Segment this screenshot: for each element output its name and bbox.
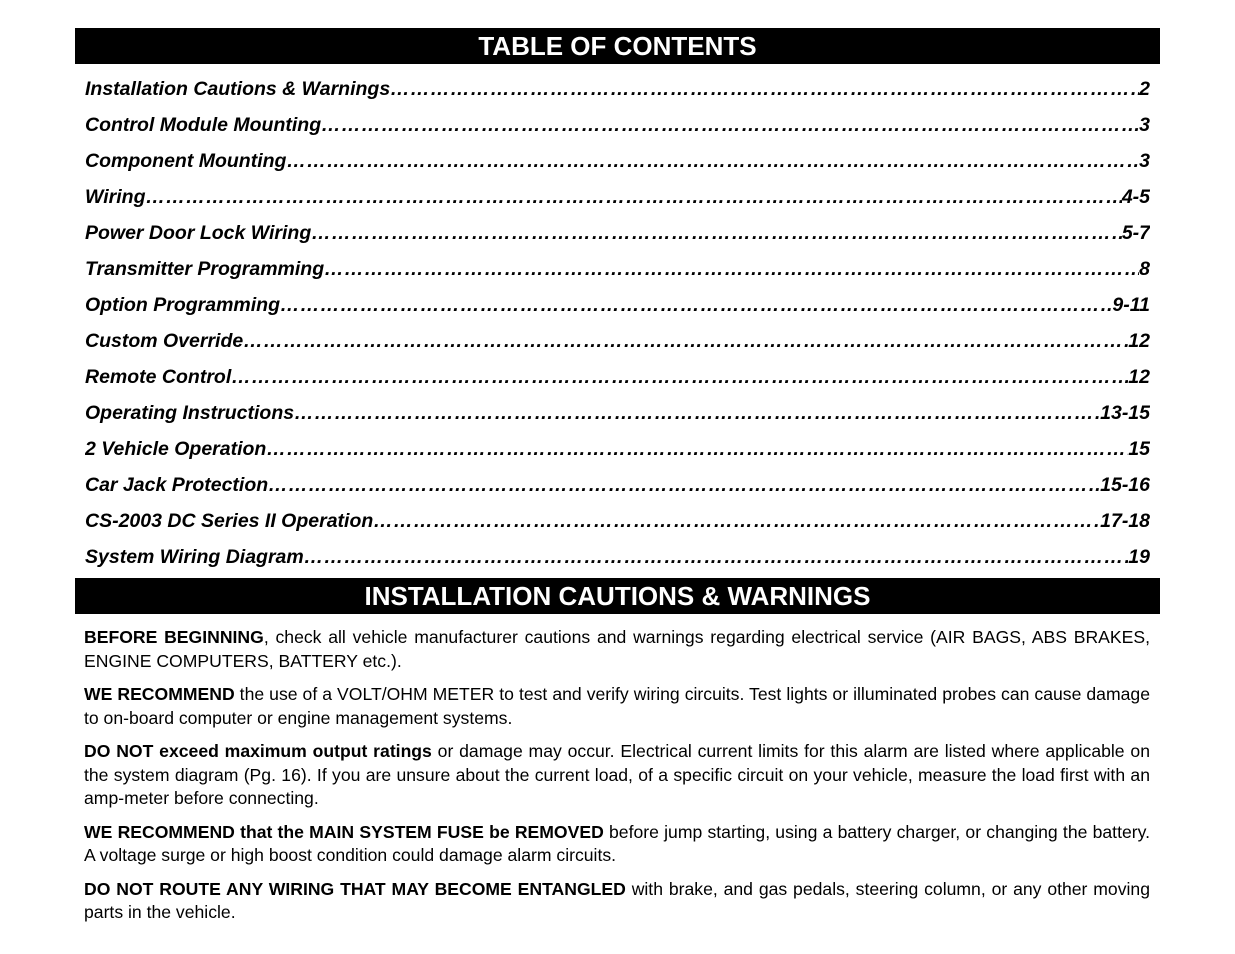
caution-text: with brake, and gas pedals, steering column, or any other moving parts in the vehicle. xyxy=(84,878,1150,922)
toc-entry[interactable] xyxy=(85,290,1150,326)
toc-entry-page: 3 xyxy=(1139,150,1150,172)
toc-leader xyxy=(286,146,1139,176)
toc-entry[interactable] xyxy=(85,398,1150,434)
toc-entry-page: 15-16 xyxy=(1100,474,1150,496)
caution-paragraph xyxy=(84,683,1150,730)
toc-entry-label: System Wiring Diagram xyxy=(85,546,304,568)
caution-lead: WE RECOMMEND xyxy=(84,684,235,704)
toc-entry[interactable] xyxy=(85,74,1150,110)
caution-lead: DO NOT exceed maximum output ratings xyxy=(84,741,432,761)
toc-entry-label: Control Module Mounting xyxy=(85,114,322,136)
toc-entry-label: Car Jack Protection xyxy=(85,474,269,496)
caution-paragraph xyxy=(84,878,1150,925)
toc-leader xyxy=(294,398,1100,428)
toc-entry-page: 4-5 xyxy=(1121,186,1150,208)
toc-leader xyxy=(145,182,1121,212)
toc-entry-label: Transmitter Programming xyxy=(85,258,325,280)
toc-list xyxy=(85,74,1150,578)
toc-entry[interactable] xyxy=(85,542,1150,578)
toc-entry-page: 8 xyxy=(1139,258,1150,280)
toc-entry-page: 19 xyxy=(1128,546,1150,568)
cautions-section xyxy=(84,626,1150,935)
caution-lead: WE RECOMMEND that the MAIN SYSTEM FUSE be REMOVED xyxy=(84,821,604,842)
toc-leader xyxy=(231,362,1128,392)
caution-lead: BEFORE BEGINNING xyxy=(84,627,264,647)
toc-leader xyxy=(243,326,1128,356)
toc-entry-page: 13-15 xyxy=(1100,402,1150,424)
toc-leader xyxy=(266,434,1128,464)
caution-paragraph xyxy=(84,821,1150,868)
toc-entry-page: 12 xyxy=(1128,366,1150,388)
toc-leader xyxy=(324,254,1139,284)
toc-leader xyxy=(390,74,1139,104)
toc-entry[interactable] xyxy=(85,326,1150,362)
toc-entry[interactable] xyxy=(85,146,1150,182)
caution-text: the use of a VOLT/OHM METER to test and verify wiring circuits. Test lights or illuminated probes can cause damage to on-board computer or engine management systems. xyxy=(84,684,1150,728)
toc-leader xyxy=(321,110,1139,140)
toc-entry-label: Installation Cautions & Warnings xyxy=(85,78,391,100)
cautions-heading: INSTALLATION CAUTIONS & WARNINGS xyxy=(75,578,1160,614)
toc-leader xyxy=(304,542,1129,572)
toc-entry[interactable] xyxy=(85,470,1150,506)
toc-entry-page: 17-18 xyxy=(1100,510,1150,532)
toc-entry[interactable] xyxy=(85,254,1150,290)
caution-paragraph xyxy=(84,740,1150,811)
toc-leader xyxy=(311,218,1122,248)
toc-entry[interactable] xyxy=(85,182,1150,218)
toc-entry[interactable] xyxy=(85,110,1150,146)
toc-entry-label: Remote Control xyxy=(85,366,232,388)
toc-entry-page: 15 xyxy=(1128,438,1150,460)
caution-text: before jump starting, using a battery charger, or changing the battery. A voltage surge or high boost condition could damage alarm circuits. xyxy=(84,821,1150,865)
toc-entry-label: CS-2003 DC Series II Operation xyxy=(85,510,374,532)
toc-entry[interactable] xyxy=(85,362,1150,398)
caution-lead: DO NOT ROUTE ANY WIRING THAT MAY BECOME ENTANGLED xyxy=(84,878,626,899)
toc-entry-label: 2 Vehicle Operation xyxy=(85,438,267,460)
caution-text: or damage may occur. Electrical current limits for this alarm are listed where applicable on the system diagram (Pg. 16). If you are unsure about the current load, of a specific circuit on your vehicle, measure the load first with an amp-meter before connecting. xyxy=(84,741,1150,808)
caution-paragraph xyxy=(84,626,1150,673)
toc-entry-page: 2 xyxy=(1139,78,1150,100)
toc-entry-page: 12 xyxy=(1128,330,1150,352)
toc-entry-label: Operating Instructions xyxy=(85,402,295,424)
toc-entry-label: Component Mounting xyxy=(85,150,287,172)
toc-leader xyxy=(268,470,1100,500)
toc-entry-page: 3 xyxy=(1139,114,1150,136)
toc-entry-label: Wiring xyxy=(85,186,146,208)
toc-entry-label: Power Door Lock Wiring xyxy=(85,222,312,244)
toc-entry-page: 9-11 xyxy=(1112,294,1150,316)
caution-text: , check all vehicle manufacturer cautions and warnings regarding electrical service (AIR BAGS, ABS BRAKES, ENGINE COMPUTERS, BATTERY etc.). xyxy=(84,627,1150,671)
toc-entry[interactable] xyxy=(85,434,1150,470)
toc-entry-label: Option Programming xyxy=(85,294,280,316)
toc-leader xyxy=(373,506,1100,536)
toc-heading: TABLE OF CONTENTS xyxy=(75,28,1160,64)
toc-leader xyxy=(280,290,1112,320)
toc-entry[interactable] xyxy=(85,218,1150,254)
toc-entry[interactable] xyxy=(85,506,1150,542)
toc-entry-label: Custom Override xyxy=(85,330,244,352)
toc-entry-page: 5-7 xyxy=(1121,222,1150,244)
